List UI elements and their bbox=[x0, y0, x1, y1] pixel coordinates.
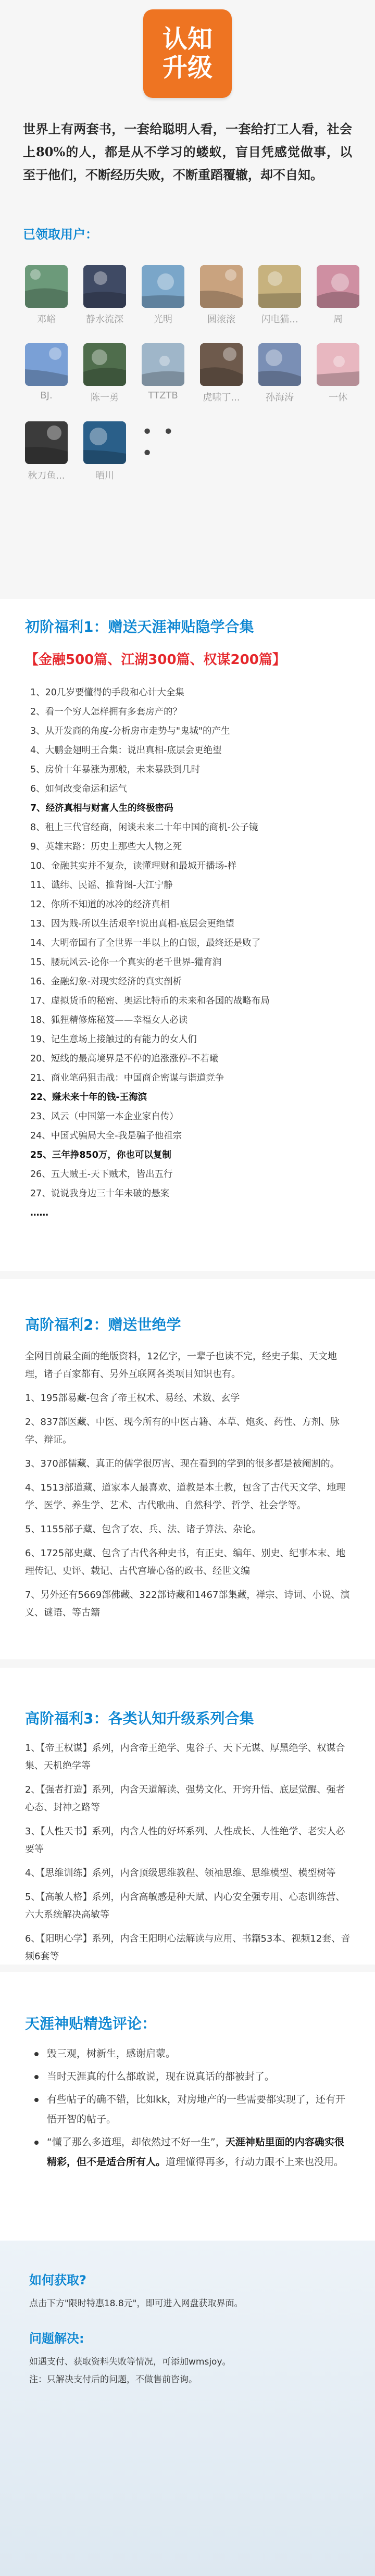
logo bbox=[143, 9, 232, 98]
user-item[interactable] bbox=[23, 421, 70, 482]
logo-area bbox=[0, 0, 375, 98]
user-name: 秋刀鱼... bbox=[28, 470, 65, 481]
comment-text: 毁三观，树新生，感谢启蒙。 bbox=[47, 2048, 176, 2059]
benefit1-item: …… bbox=[30, 1208, 48, 1218]
user-name: 晒川 bbox=[95, 470, 114, 481]
how-title: 如何获取? bbox=[29, 2273, 86, 2287]
comment-item bbox=[33, 2067, 351, 2086]
user-item[interactable] bbox=[315, 265, 361, 326]
benefit2-title: 高阶福利2：赠送世绝学 bbox=[25, 1316, 181, 1333]
user-name: 圆滚滚 bbox=[207, 314, 235, 325]
benefit3-paragraph: 6、【阳明心学】系列，内含王阳明心法解读与应用、书籍53本、视频12套、音频6套等 bbox=[25, 1933, 351, 1962]
benefit2-paragraph: 4、1513部道藏、道家本人最喜欢、道教是本土教，包含了古代天文学、地理学、医学、养生学、艺术、古代歌曲、自然科学、哲学、社会学等。 bbox=[25, 1482, 346, 1511]
benefit2-paragraph: 1、195部易藏-包含了帝王权术、易经、术数、玄学 bbox=[25, 1393, 240, 1404]
benefit1-item: 15、腰玩风云-论你一个真实的老千世界-獾育润 bbox=[30, 957, 222, 968]
avatar bbox=[83, 421, 126, 464]
benefit1-item: 3、从开发商的角度-分析房市走势与"鬼城"的产生 bbox=[30, 726, 230, 736]
users-grid bbox=[23, 265, 375, 482]
benefit2-paragraph: 5、1155部子藏、包含了农、兵、法、诸子算法、杂论。 bbox=[25, 1524, 261, 1535]
avatar bbox=[25, 343, 68, 386]
benefit2-paragraph: 6、1725部史藏、包含了古代各种史书，有正史、编年、别史、纪事本末、地理传记、史评、载记、古代宫墙心备的政书、经世文编 bbox=[25, 1548, 346, 1577]
user-name: 虎啸丁... bbox=[203, 392, 240, 403]
user-name: TTZTB bbox=[148, 390, 178, 401]
user-item[interactable] bbox=[23, 265, 70, 326]
how-text: 点击下方"限时特惠18.8元"，即可进入网盘获取界面。 bbox=[29, 2298, 243, 2309]
avatar bbox=[317, 343, 359, 386]
benefit1-item: 25、三年挣850万，你也可以复制 bbox=[30, 1150, 171, 1160]
avatar bbox=[200, 265, 243, 308]
benefit3-paragraph: 3、【人性天书】系列，内含人性的好坏系列、人性成长、人性绝学、老实人必要等 bbox=[25, 1826, 345, 1855]
avatar bbox=[200, 343, 243, 386]
avatar bbox=[142, 343, 184, 386]
comments-card bbox=[0, 1972, 375, 2241]
user-name: 周 bbox=[333, 314, 343, 325]
benefit1-item: 19、记生意场上接触过的有能力的女人们 bbox=[30, 1034, 197, 1045]
avatar bbox=[25, 265, 68, 308]
avatar bbox=[258, 265, 301, 308]
user-name: 孙海涛 bbox=[266, 392, 294, 403]
users-title: 已领取用户： bbox=[23, 227, 98, 242]
comment-item bbox=[33, 2044, 351, 2064]
benefit1-item: 17、虚拟货币的秘密、奥运比特币的未来和各国的战略布局 bbox=[30, 996, 270, 1006]
benefit1-item: 27、说说我身边三十年未破的悬案 bbox=[30, 1189, 170, 1199]
benefit1-item: 11、谶纬、民谣、推背图-大江宁静 bbox=[30, 880, 173, 891]
benefit2-paragraph: 7、另外还有5669部佛藏、322部诗藏和1467部集藏，禅宗、诗词、小说、演义、谜语、等古籍 bbox=[25, 1590, 350, 1618]
benefit1-item: 13、因为贱-所以生活艰辛!说出真相-底层会更绝望 bbox=[30, 919, 234, 929]
user-item[interactable] bbox=[198, 265, 245, 326]
avatar bbox=[83, 343, 126, 386]
benefit1-banner: 【金融500篇、江湖300篇、权谋200篇】 bbox=[25, 652, 286, 668]
benefit1-item: 24、中国式骗局大全-我是骗子他祖宗 bbox=[30, 1131, 182, 1141]
benefit3-card bbox=[0, 1668, 375, 1965]
avatar bbox=[83, 265, 126, 308]
benefit3-paragraph: 1、【帝王权谋】系列，内含帝王绝学、鬼谷子、天下无谋、厚黑绝学、权谋合集、天机绝学等 bbox=[25, 1743, 345, 1771]
benefit2-paragraph: 2、837部医藏、中医、现今所有的中医古籍、本草、炮炙、药性、方剂、脉学、辩证。 bbox=[25, 1417, 340, 1445]
benefit1-item: 14、大明帝国有了全世界一半以上的白银，最终还是败了 bbox=[30, 938, 261, 948]
benefit3-paragraph: 2、【强者打造】系列，内含天道解读、强势文化、开窍升悟、底层觉醒、强者心态、封神之路等 bbox=[25, 1784, 345, 1813]
avatar bbox=[317, 265, 359, 308]
benefit1-item: 8、租上三代官经商，闲谈未来二十年中国的商机-公子镜 bbox=[30, 822, 258, 833]
benefit1-item: 10、金融其实并不复杂，读懂理财和最城开播场-样 bbox=[30, 861, 237, 871]
benefit3-body bbox=[25, 1740, 353, 1996]
comment-text: “懂了那么多道理，却依然过不好一生”， bbox=[47, 2136, 226, 2148]
benefit1-item: 5、房价十年暴涨为那般，未来暴跌到几时 bbox=[30, 765, 201, 775]
comment-text: 当时天涯真的什么都敢说，现在说真话的都被封了。 bbox=[47, 2071, 275, 2082]
footer bbox=[0, 2241, 375, 2576]
user-name: 光明 bbox=[154, 314, 172, 325]
benefit1-item: 23、风云（中国第一本企业家自传） bbox=[30, 1111, 179, 1122]
user-item[interactable] bbox=[140, 343, 186, 404]
comments-title: 天涯神贴精选评论： bbox=[25, 2015, 157, 2032]
user-name: 静水流深 bbox=[86, 314, 123, 325]
benefit1-item: 12、你所不知道的冰冷的经济真相 bbox=[30, 899, 170, 910]
benefit1-card bbox=[0, 599, 375, 1271]
benefit1-list bbox=[30, 683, 364, 1223]
benefit1-item: 7、经济真相与财富人生的终极密码 bbox=[30, 803, 173, 814]
benefit1-item: 6、如何改变命运和运气 bbox=[30, 784, 128, 794]
benefit1-item: 21、商业笔码狙击战：中国商企密谋与谐道竞争 bbox=[30, 1073, 224, 1083]
benefit2-paragraph: 3、370部儒藏、真正的儒学很厉害、现在看到的学到的很多都是被阉割的。 bbox=[25, 1458, 340, 1469]
benefit2-body bbox=[25, 1348, 353, 1628]
logo-line1: 认知 bbox=[162, 24, 213, 54]
benefit1-item: 16、金融幻象-对现实经济的真实剖析 bbox=[30, 977, 182, 987]
benefit1-item: 9、英雄末路：历史上那些大人物之死 bbox=[30, 842, 182, 852]
user-name: BJ. bbox=[40, 390, 53, 401]
benefit3-title: 高阶福利3：各类认知升级系列合集 bbox=[25, 1710, 254, 1727]
benefit1-item: 1、20几岁要懂得的手段和心计大全集 bbox=[30, 687, 184, 698]
benefit1-item: 4、大鹏金翅明王合集：说出真相-底层会更绝望 bbox=[30, 745, 222, 756]
logo-line2: 升级 bbox=[162, 53, 213, 82]
comment-highlight: 天涯神贴里面的内容确实很精彩，但不是适合所有人。 bbox=[47, 2136, 344, 2168]
user-item[interactable] bbox=[256, 343, 303, 404]
faq-line1: 如遇支付、获取资料失败等情况，可添加wmsjoy。 bbox=[29, 2357, 231, 2367]
benefit1-item: 22、赚未来十年的钱-王海滨 bbox=[30, 1092, 147, 1103]
faq-title: 问题解决: bbox=[29, 2331, 84, 2346]
avatar bbox=[25, 421, 68, 464]
comment-item bbox=[33, 2090, 351, 2129]
avatar bbox=[258, 343, 301, 386]
benefit3-paragraph: 4、【思维训练】系列，内含顶级思维教程、领袖思维、思维模型、模型树等 bbox=[25, 1868, 336, 1879]
user-item[interactable] bbox=[81, 343, 128, 404]
user-item[interactable] bbox=[315, 343, 361, 404]
benefit3-paragraph: 5、【高敏人格】系列，内含高敏感是种天赋、内心安全强专用、心态训练营、六大系统解决高敏等 bbox=[25, 1892, 345, 1920]
user-name: 闪电猫... bbox=[261, 314, 298, 325]
comment-item bbox=[33, 2132, 351, 2172]
user-name: 一休 bbox=[329, 392, 347, 403]
user-item[interactable] bbox=[81, 421, 128, 482]
comments-list bbox=[33, 2044, 351, 2175]
benefit1-item: 26、五大贼王-天下贼术，皆出五行 bbox=[30, 1169, 173, 1180]
user-name: 邓峪 bbox=[37, 314, 56, 325]
benefit1-item: 2、看一个穷人怎样拥有多套房产的？ bbox=[30, 707, 182, 717]
comment-text: 有些帖子的确不错，比如kk，对房地产的一些需要都实现了，还有开悟开智的帖子。 bbox=[47, 2094, 346, 2125]
benefit1-item: 20、短线的最高境界是不停的追涨涨停-不若曦 bbox=[30, 1054, 219, 1064]
avatar bbox=[142, 265, 184, 308]
comment-tail: 道理懂得再多，行动力跟不上来也没用。 bbox=[166, 2156, 344, 2168]
user-item[interactable] bbox=[198, 343, 245, 404]
user-name: 陈一勇 bbox=[91, 392, 119, 403]
faq-line2: 注：只解决支付后的问题，不做售前咨询。 bbox=[29, 2374, 197, 2385]
user-item[interactable] bbox=[256, 265, 303, 326]
user-item[interactable] bbox=[23, 343, 70, 404]
user-item[interactable] bbox=[140, 265, 186, 326]
more-users-button[interactable] bbox=[140, 421, 186, 482]
benefit1-title: 初阶福利1：赠送天涯神贴隐学合集 bbox=[25, 618, 254, 635]
more-dots-icon: • • • bbox=[142, 421, 176, 464]
benefit2-paragraph: 全网目前最全面的绝版资料，12亿字，一辈子也读不完，经史子集、天文地理，诸子百家都有、另外互联网各类项目知识也有。 bbox=[25, 1351, 337, 1380]
intro-text: 世界上有两套书，一套给聪明人看，一套给打工人看，社会上80%的人，都是从不学习的蝼蚁，盲目凭感觉做事，以至于他们，不断经历失败，不断重蹈覆辙，却不自知。 bbox=[23, 121, 352, 182]
benefit1-item: 18、狐狸精修炼秘笈——幸福女人必读 bbox=[30, 1015, 188, 1026]
benefit2-card bbox=[0, 1279, 375, 1659]
user-item[interactable] bbox=[81, 265, 128, 326]
